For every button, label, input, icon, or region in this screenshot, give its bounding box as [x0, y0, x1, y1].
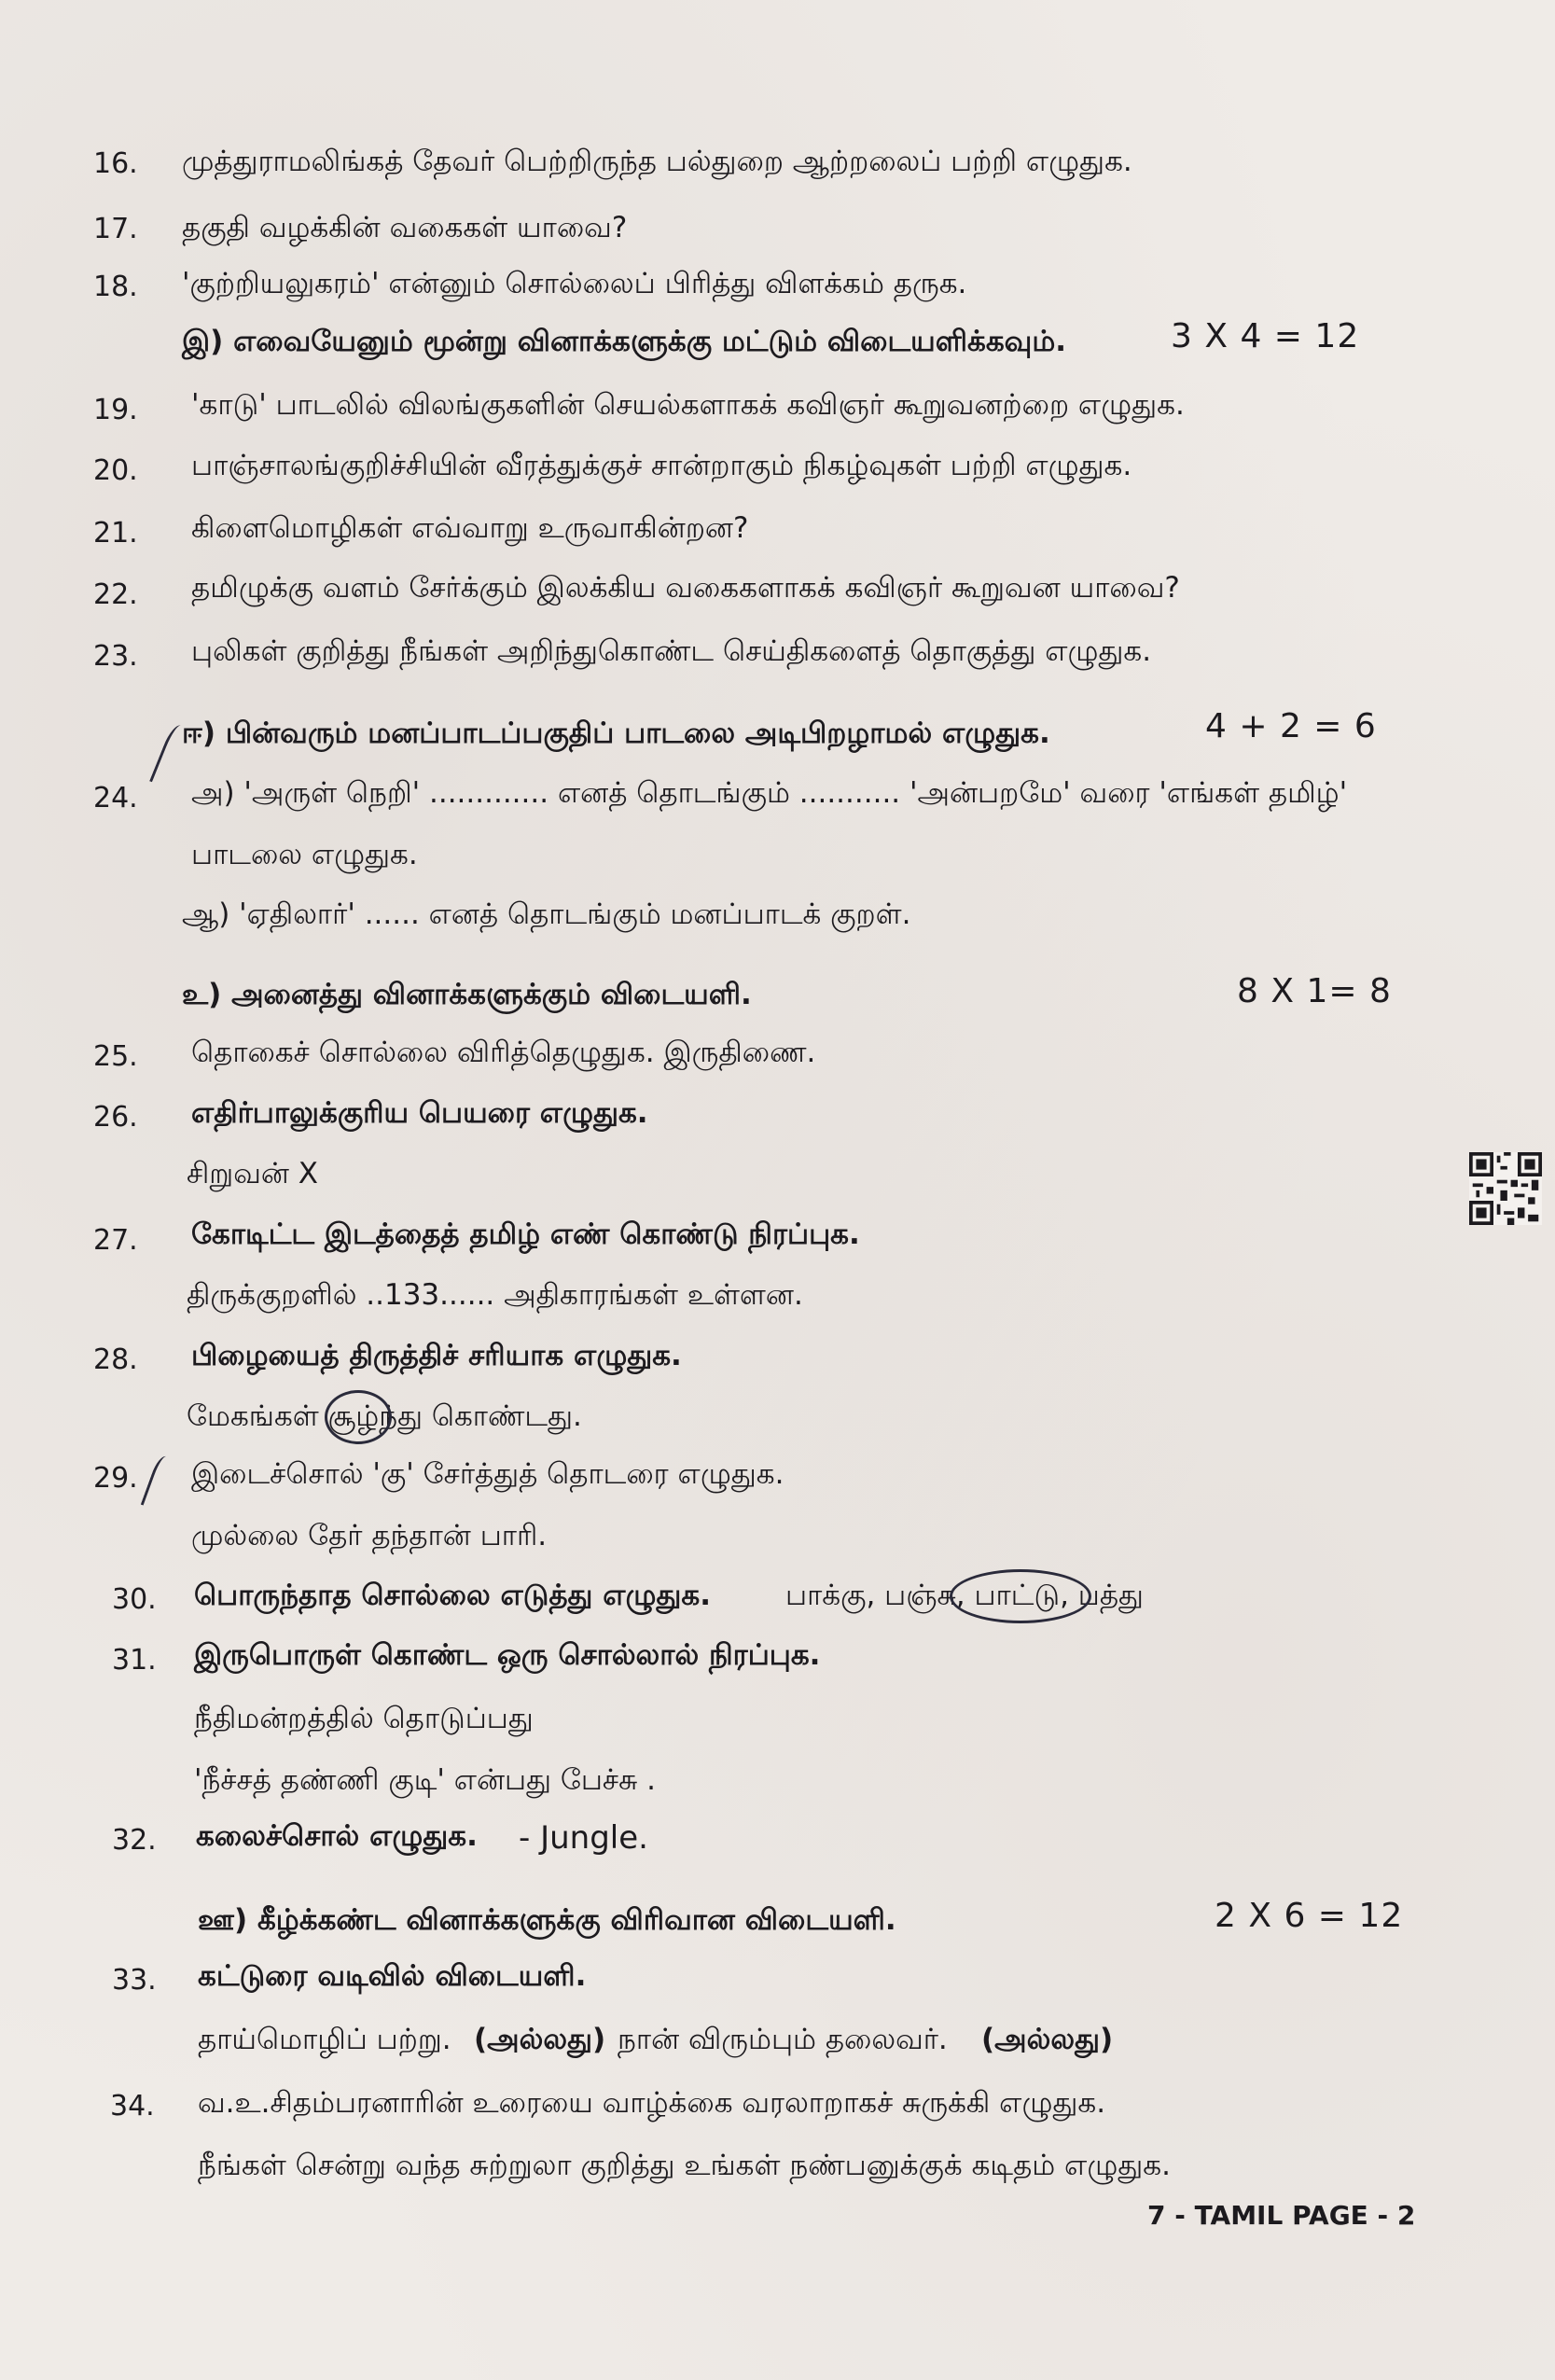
question-subtext: மேகங்கள் சூழ்ந்து கொண்டது. [187, 1399, 582, 1433]
pen-tick-mark [149, 722, 193, 789]
question-number: 19. [93, 394, 138, 426]
section-marks: 8 X 1= 8 [1237, 972, 1392, 1010]
pen-tick-mark [141, 1454, 178, 1511]
section-heading: ஊ) கீழ்க்கண்ட வினாக்களுக்கு விரிவான விடையளி. [198, 1903, 896, 1937]
question-text: பிழையைத் திருத்திச் சரியாக எழுதுக. [191, 1339, 682, 1372]
question-subtext: 'நீச்சத் தண்ணி குடி' என்பது பேச்சு . [194, 1763, 657, 1797]
question-number: 24. [93, 782, 138, 814]
question-text: இருபொருள் கொண்ட ஒரு சொல்லால் நிரப்புக. [194, 1638, 821, 1672]
pen-circle-mark [325, 1390, 392, 1444]
question-subtext: தாய்மொழிப் பற்று. [198, 2023, 451, 2056]
question-number: 34. [110, 2090, 155, 2123]
section-heading: உ) அனைத்து வினாக்களுக்கும் விடையளி. [182, 978, 752, 1011]
question-text: 'குற்றியலுகரம்' என்னும் சொல்லைப் பிரித்து விளக்கம் தருக. [182, 267, 967, 300]
section-heading: ஈ) பின்வரும் மனப்பாடப்பகுதிப் பாடலை அடிபிறழாமல் எழுதுக. [182, 717, 1050, 750]
question-text: தமிழுக்கு வளம் சேர்க்கும் இலக்கிய வகைகளாகக் கவிஞர் கூறுவன யாவை? [191, 571, 1180, 605]
question-text: கட்டுரை வடிவில் விடையளி. [198, 1959, 587, 1993]
question-number: 16. [93, 147, 138, 180]
question-number: 25. [93, 1040, 138, 1073]
section-heading: இ) எவையேனும் மூன்று வினாக்களுக்கு மட்டும் விடையளிக்கவும். [182, 325, 1067, 358]
question-number: 22. [93, 578, 138, 611]
section-marks: 4 + 2 = 6 [1205, 707, 1377, 745]
question-subtext: முல்லை தேர் தந்தான் பாரி. [191, 1519, 548, 1552]
question-number: 28. [93, 1343, 138, 1376]
question-subtext: திருக்குறளில் ..133...... அதிகாரங்கள் உள்ளன. [187, 1278, 803, 1312]
question-number: 17. [93, 213, 138, 245]
pen-circle-mark [950, 1569, 1091, 1623]
question-text: தகுதி வழக்கின் வகைகள் யாவை? [182, 211, 628, 244]
question-number: 32. [112, 1824, 157, 1857]
question-number: 33. [112, 1964, 157, 1997]
or-label: (அல்லது) [474, 2023, 606, 2056]
question-number: 23. [93, 640, 138, 673]
question-number: 21. [93, 517, 138, 550]
question-subtext: நான் விரும்பும் தலைவர். [618, 2023, 948, 2056]
question-text: கலைச்சொல் எழுதுக. [196, 1819, 478, 1853]
question-options: பாக்கு, பஞ்சு, பாட்டு, பத்து [785, 1579, 1144, 1612]
question-number: 20. [93, 454, 138, 487]
question-text: எதிர்பாலுக்குரிய பெயரை எழுதுக. [191, 1096, 648, 1130]
question-text: கோடிட்ட இடத்தைத் தமிழ் எண் கொண்டு நிரப்புக. [191, 1218, 860, 1251]
question-number: 29. [93, 1462, 138, 1495]
question-text: அ) 'அருள் நெறி' ............. எனத் தொடங்கும் ........... 'அன்பறமே' வரை 'எங்கள் தமிழ்' [191, 776, 1348, 810]
question-text: வ.உ.சிதம்பரனாரின் உரையை வாழ்க்கை வரலாறாகச் சுருக்கி எழுதுக. [198, 2086, 1106, 2120]
question-number: 30. [112, 1583, 157, 1616]
page-footer: 7 - TAMIL PAGE - 2 [1147, 2200, 1416, 2231]
question-text: முத்துராமலிங்கத் தேவர் பெற்றிருந்த பல்துறை ஆற்றலைப் பற்றி எழுதுக. [182, 145, 1132, 178]
question-text: பொருந்தாத சொல்லை எடுத்து எழுதுக. [194, 1579, 711, 1612]
question-number: 31. [112, 1644, 157, 1677]
question-subtext: சிறுவன் X [187, 1157, 319, 1190]
question-number: 26. [93, 1101, 138, 1134]
question-number: 18. [93, 271, 138, 303]
question-subtext: நீதிமன்றத்தில் தொடுப்பது [194, 1702, 534, 1735]
qr-code-icon [1469, 1152, 1542, 1225]
question-text: ஆ) 'ஏதிலார்' ...... எனத் தொடங்கும் மனப்பாடக் குறள். [182, 898, 911, 931]
question-text: புலிகள் குறித்து நீங்கள் அறிந்துகொண்ட செய்திகளைத் தொகுத்து எழுதுக. [191, 634, 1152, 668]
question-text: பாஞ்சாலங்குறிச்சியின் வீரத்துக்குச் சான்றாகும் நிகழ்வுகள் பற்றி எழுதுக. [191, 449, 1132, 482]
question-options: - Jungle. [519, 1819, 648, 1857]
question-text: பாடலை எழுதுக. [191, 838, 418, 871]
question-text: கிளைமொழிகள் எவ்வாறு உருவாகின்றன? [191, 511, 749, 545]
question-text: தொகைச் சொல்லை விரித்தெழுதுக. இருதிணை. [191, 1036, 816, 1069]
question-subtext: நீங்கள் சென்று வந்த சுற்றுலா குறித்து உங்கள் நண்பனுக்குக் கடிதம் எழுதுக. [198, 2149, 1171, 2182]
section-marks: 3 X 4 = 12 [1171, 317, 1360, 355]
section-marks: 2 X 6 = 12 [1215, 1897, 1404, 1935]
question-number: 27. [93, 1224, 138, 1257]
or-label: (அல்லது) [981, 2023, 1114, 2056]
question-text: இடைச்சொல் 'கு' சேர்த்துத் தொடரை எழுதுக. [191, 1457, 784, 1491]
question-text: 'காடு' பாடலில் விலங்குகளின் செயல்களாகக் கவிஞர் கூறுவனற்றை எழுதுக. [191, 388, 1185, 422]
